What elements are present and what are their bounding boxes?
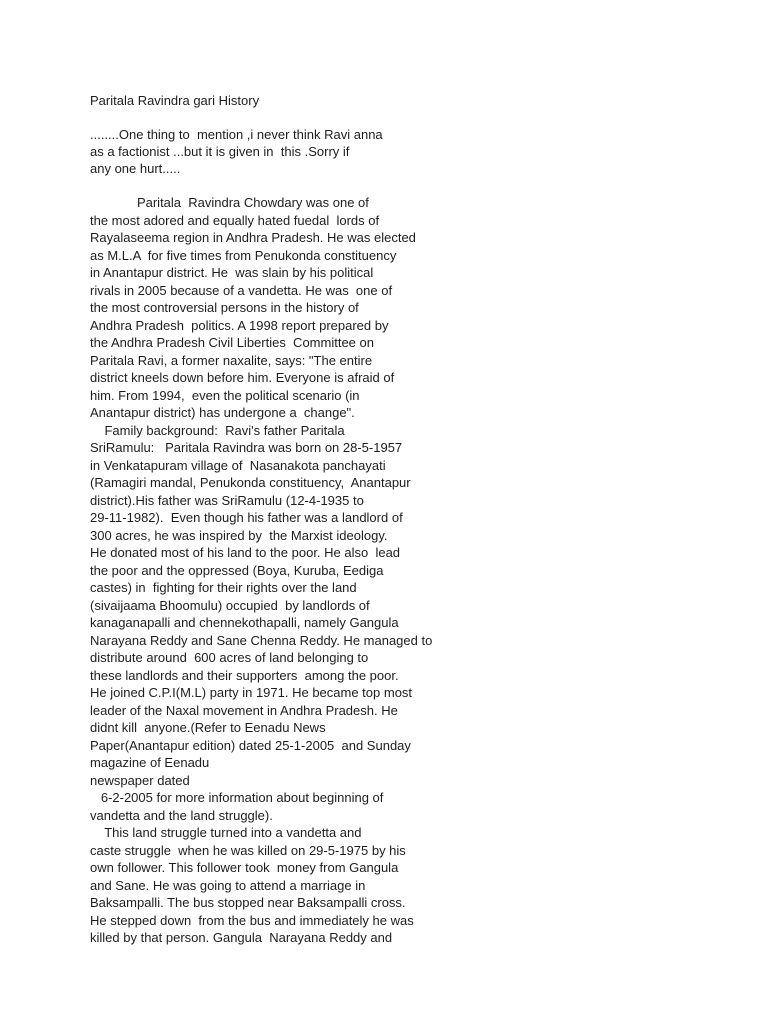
body-line: killed by that person. Gangula Narayana Reddy and [90,930,393,945]
body-line: He joined C.P.I(M.L) party in 1971. He became top most [90,685,413,700]
body-line: castes) in fighting for their rights over the land [90,580,357,595]
note-line: as a factionist ...but it is given in this .Sorry if [90,144,350,159]
body-line: (Ramagiri mandal, Penukonda constituency, Anantapur [90,475,411,490]
body-line: distribute around 600 acres of land belonging to [90,650,369,665]
body-line: and Sane. He was going to attend a marriage in [90,877,366,893]
author-note [90,126,383,177]
body-line: newspaper dated [90,772,190,788]
body-line: Paritala Ravindra Chowdary was one of [90,195,369,210]
document-body [90,194,432,947]
document-title: Paritala Ravindra gari History [90,93,260,108]
body-line: Anantapur district) has undergone a change". [90,405,355,420]
body-line: rivals in 2005 because of a vandetta. He was one of [90,282,393,298]
body-line: 29-11-1982). Even though his father was a landlord of [90,510,403,525]
body-line: as M.L.A for five times from Penukonda constituency [90,247,397,263]
body-line: Narayana Reddy and Sane Chenna Reddy. He managed to [90,632,433,648]
body-line: Rayalaseema region in Andhra Pradesh. He was elected [90,230,416,245]
body-line: leader of the Naxal movement in Andhra Pradesh. He [90,702,398,718]
body-line: district kneels down before him. Everyone is afraid of [90,370,395,385]
body-line: kanaganapalli and chennekothapalli, namely Gangula [90,615,399,630]
note-line: any one hurt..... [90,161,181,176]
body-line: didnt kill anyone.(Refer to Eenadu News [90,720,326,735]
body-line: Andhra Pradesh politics. A 1998 report prepared by [90,317,389,333]
body-line: in Anantapur district. He was slain by his political [90,265,374,280]
body-line: Paritala Ravi, a former naxalite, says: "The entire [90,352,373,368]
body-line: (sivaijaama Bhoomulu) occupied by landlords of [90,597,370,613]
body-line: magazine of Eenadu [90,755,210,770]
body-line: This land struggle turned into a vandetta and [90,825,362,840]
body-line: 300 acres, he was inspired by the Marxist ideology. [90,527,388,543]
body-line: Baksampalli. The bus stopped near Baksampalli cross. [90,895,406,910]
body-line: He donated most of his land to the poor. He also lead [90,545,401,560]
body-line: caste struggle when he was killed on 29-5-1975 by his [90,842,406,858]
body-line: him. From 1994, even the political scenario (in [90,387,360,403]
body-line: the poor and the oppressed (Boya, Kuruba, Eediga [90,562,384,578]
note-line: ........One thing to mention ,i never think Ravi anna [90,127,383,142]
body-line: the Andhra Pradesh Civil Liberties Committee on [90,335,374,350]
body-line: He stepped down from the bus and immediately he was [90,912,414,928]
body-line: Paper(Anantapur edition) dated 25-1-2005 and Sunday [90,737,411,753]
body-line: own follower. This follower took money from Gangula [90,860,399,875]
body-line: vandetta and the land struggle). [90,807,273,823]
body-line: the most adored and equally hated fuedal lords of [90,212,380,228]
body-line: SriRamulu: Paritala Ravindra was born on 28-5-1957 [90,440,403,455]
body-line: Family background: Ravi's father Paritala [90,422,345,438]
body-line: 6-2-2005 for more information about beginning of [90,790,384,805]
body-line: in Venkatapuram village of Nasanakota panchayati [90,457,386,473]
body-line: these landlords and their supporters among the poor. [90,667,399,683]
body-line: district).His father was SriRamulu (12-4-1935 to [90,492,364,508]
body-line: the most controversial persons in the history of [90,300,359,315]
